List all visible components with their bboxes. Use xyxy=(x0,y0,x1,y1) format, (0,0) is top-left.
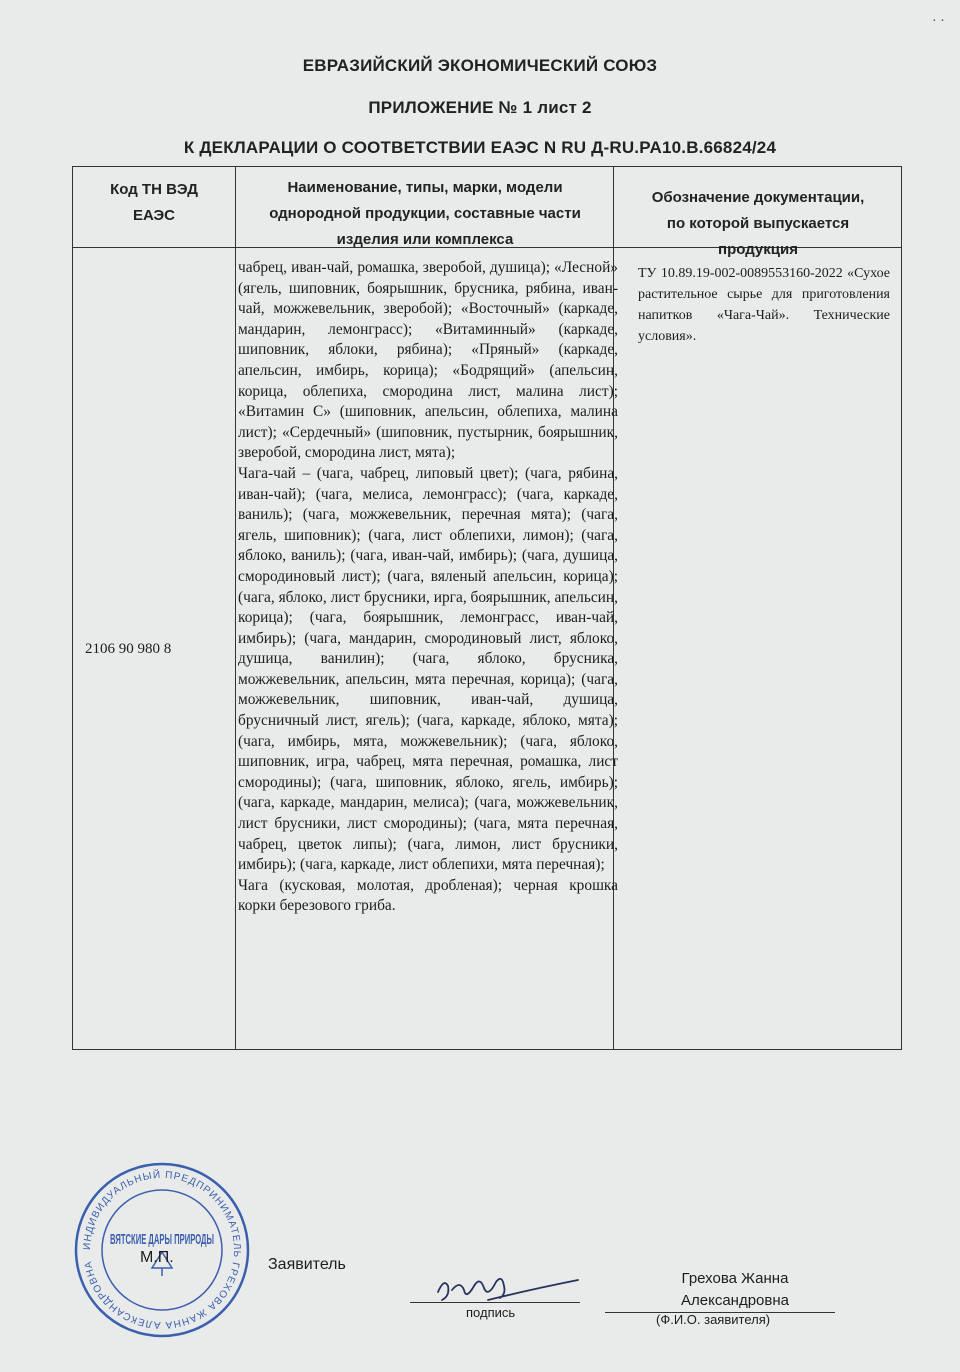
applicant-name-line: Грехова Жанна xyxy=(681,1270,789,1287)
mark-speck: · · xyxy=(932,14,945,29)
column-header-docs xyxy=(615,185,901,263)
column-header-name-line: однородной продукции, составные части xyxy=(269,205,581,222)
product-paragraph: чабрец, иван-чай, ромашка, зверобой, душица); «Лесной» (ягель, шиповник, боярышник, брусника, рябина, иван-чай, можжевельник, зверобой); «Восточный» (каркаде, мандарин, лемонграсс); «Витаминный» (каркаде, шиповник, яблоки, рябина); «Пряный» (каркаде, апельсин, имбирь, корица); «Бодрящий» (апельсин, корица, облепиха, смородина лист, малина лист); «Витамин С» (шиповник, апельсин, облепиха, малина лист); «Сердечный» (шиповник, пустырник, боярышник, зверобой, смородина лист, мята); xyxy=(238,259,618,462)
column-header-code-line: ЕАЭС xyxy=(133,207,175,224)
product-paragraph: Чага-чай – (чага, чабрец, липовый цвет); (чага, рябина, иван-чай); (чага, мелиса, лемонграсс); (чага, каркаде, ваниль); (чага, можжевельник, перечная мята); (чага, ягель, шиповник); (чага, лист облепихи, лимон); (чага, яблоко, ваниль); (чага, иван-чай, имбирь); (чага, душица, смородиновый лист); (чага, вяленый апельсин, корица); (чага, яблоко, лист брусники, ирга, боярышник, апельсин, корица); (чага, боярышник, лемонграсс, иван-чай, имбирь); (чага, мандарин, смородиновый лист, яблоко, душица, ванилин); (чага, яблоко, брусника, можжевельник, апельсин, мята перечная, корица); (чага, можжевельник, шиповник, иван-чай, душица, брусничный лист, ягель); (чага, каркаде, яблоко, мята); (чага, имбирь, мята, можжевельник); (чага, яблоко, шиповник, игра, чабрец, мята перечная, ромашка, лист смородины); (чага, шиповник, яблоко, ягель, имбирь); (чага, каркаде, мандарин, мелиса); (чага, можжевельник, лист брусники, лист смородины); (чага, мята перечная, чабрец, цветок липы); (чага, лимон, лист брусники, имбирь); (чага, каркаде, лист облепихи, мята перечная); xyxy=(238,464,618,874)
header-union: ЕВРАЗИЙСКИЙ ЭКОНОМИЧЕСКИЙ СОЮЗ xyxy=(302,56,658,75)
column-header-docs-line: по которой выпускается xyxy=(666,215,850,232)
column-header-name-line: изделия или комплекса xyxy=(336,231,514,248)
doc-paragraph: ТУ 10.89.19-002-0089553160-2022 «Сухое растительное сырье для приготовления напитков «Чага-Чай». Технические условия». xyxy=(638,266,890,344)
fio-label: (Ф.И.О. заявителя) xyxy=(656,1312,771,1327)
applicant-name-line: Александровна xyxy=(681,1292,789,1309)
column-header-code xyxy=(73,177,235,229)
tn-ved-code: 2106 90 980 8 xyxy=(85,641,172,657)
documentation-reference xyxy=(638,263,890,347)
header-appendix: ПРИЛОЖЕНИЕ № 1 лист 2 xyxy=(368,98,592,117)
applicant-name xyxy=(610,1268,860,1312)
product-description xyxy=(238,258,618,917)
column-header-name-line: Наименование, типы, марки, модели xyxy=(287,179,563,196)
column-divider xyxy=(235,167,236,1049)
signature-line xyxy=(410,1302,580,1303)
column-header-code-line: Код ТН ВЭД xyxy=(110,181,198,198)
applicant-label: Заявитель xyxy=(268,1256,346,1273)
column-header-docs-line: продукция xyxy=(718,241,798,258)
column-header-docs-line: Обозначение документации, xyxy=(651,189,865,206)
product-paragraph: Чага (кусковая, молотая, дробленая); черная крошка корки березового гриба. xyxy=(238,876,618,915)
stamp-place-label: М.П. xyxy=(140,1249,174,1266)
stamp-brand: ВЯТСКИЕ ДАРЫ ПРИРОДЫ xyxy=(110,1231,214,1248)
signature-label: подпись xyxy=(466,1305,516,1320)
header-declaration: К ДЕКЛАРАЦИИ О СООТВЕТСТВИИ ЕАЭС N RU Д-RU.PA10.B.66824/24 xyxy=(183,138,777,157)
stamp-outer-text: ИНДИВИДУАЛЬНЫЙ ПРЕДПРИНИМАТЕЛЬ ГРЕХОВА ЖАННА АЛЕКСАНДРОВНА xyxy=(81,1169,243,1331)
products-table xyxy=(72,166,902,1050)
column-header-name xyxy=(237,175,613,253)
